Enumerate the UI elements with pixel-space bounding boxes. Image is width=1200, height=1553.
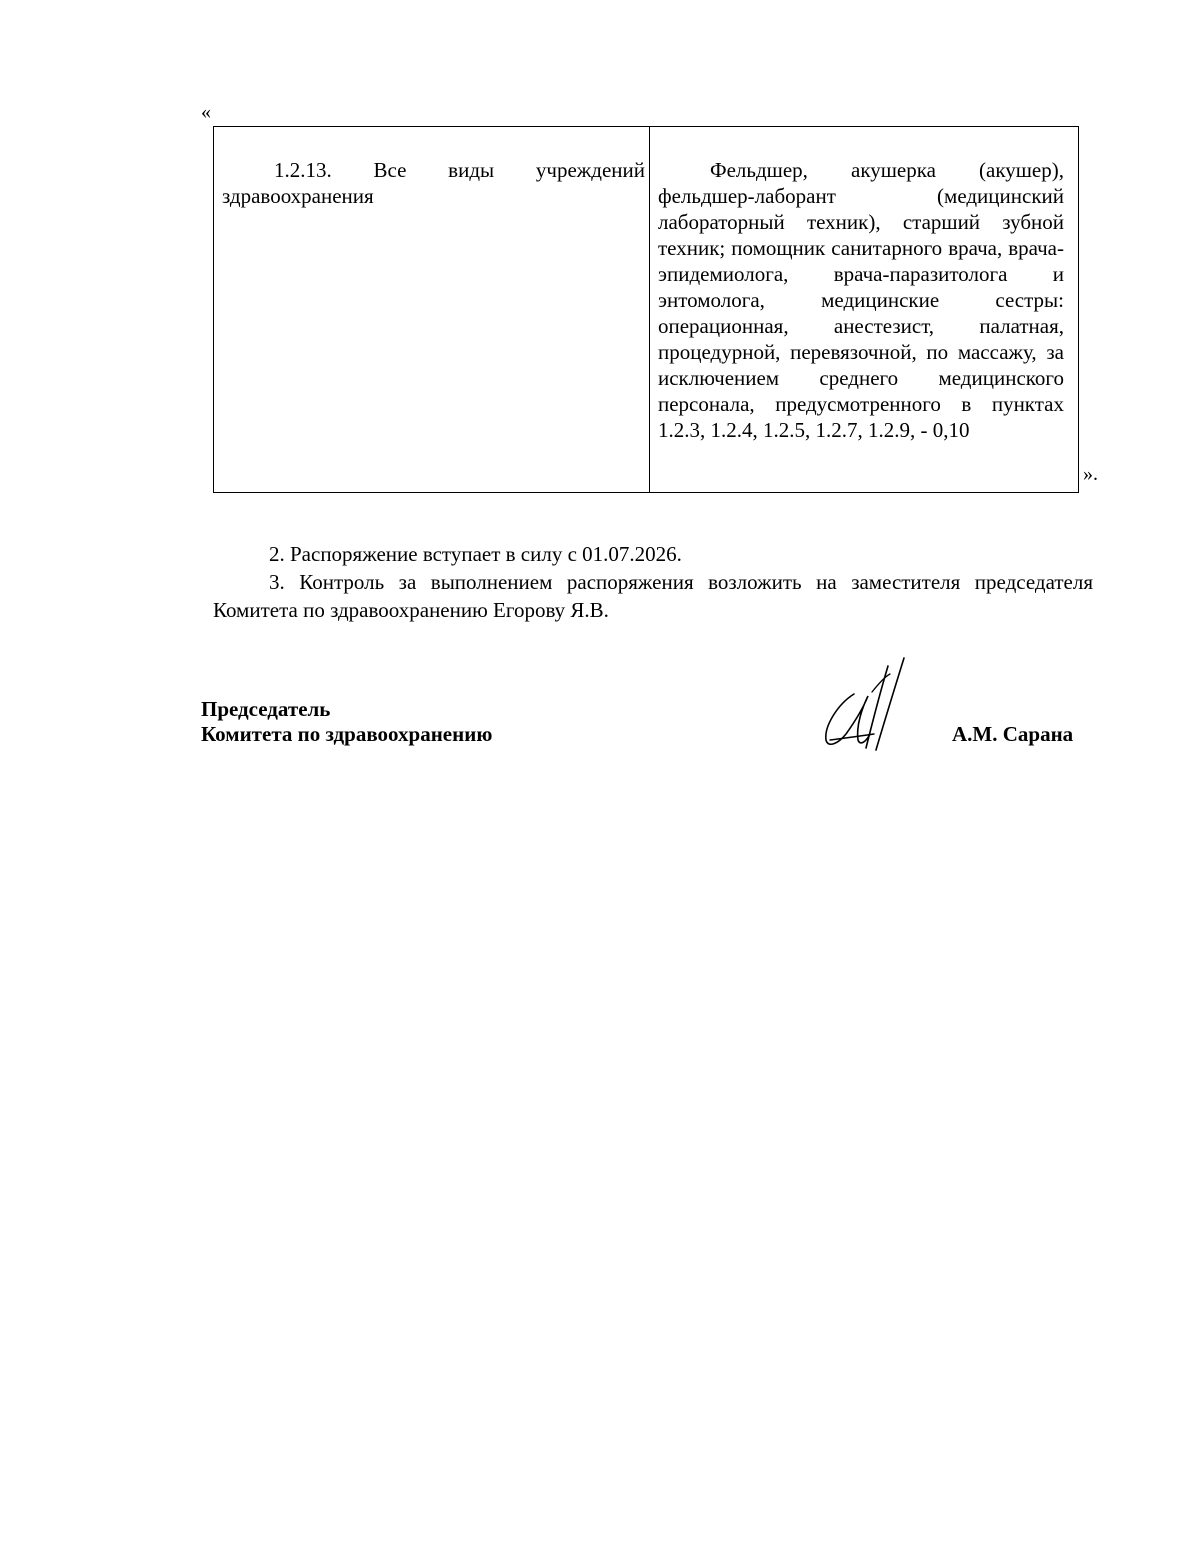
amendment-table — [213, 126, 1079, 493]
table-row — [214, 127, 1079, 493]
institution-line-2: здравоохранения — [222, 184, 374, 208]
handwritten-signature — [816, 656, 916, 756]
paragraph-effective-date: 2. Распоряжение вступает в силу с 01.07.2026. — [269, 542, 682, 566]
signatory-title-line-2: Комитета по здравоохранению — [201, 722, 493, 746]
opening-quote: « — [201, 101, 211, 123]
institution-cell — [214, 127, 650, 493]
signatory-name: А.М. Сарана — [952, 722, 1074, 746]
closing-quote: ». — [1083, 463, 1098, 485]
signatory-title-line-1: Председатель — [201, 697, 331, 721]
order-paragraphs — [213, 540, 1093, 624]
positions-cell — [650, 127, 1079, 493]
paragraph-control: 3. Контроль за выполнением распоряжения возложить на заместителя председателя Комитета по здравоохранению Егорову Я.В. — [213, 570, 1093, 622]
institution-line-1: 1.2.13. Все виды учреждений — [274, 158, 645, 182]
positions-text: Фельдшер, акушерка (акушер), фельдшер-лаборант (медицинский лабораторный техник), старший зубной техник; помощник санитарного врача, врача-эпидемиолога, врача-паразитолога и энтомолога, медицинские сестры: операционная, анестезист, палатная, процедурной, перевязочной, по массажу, за исключением среднего медицинского персонала, предусмотренного в пунктах 1.2.3, 1.2.4, 1.2.5, 1.2.7, 1.2.9, - 0,10 — [658, 158, 1064, 442]
signatory-title — [201, 697, 492, 747]
